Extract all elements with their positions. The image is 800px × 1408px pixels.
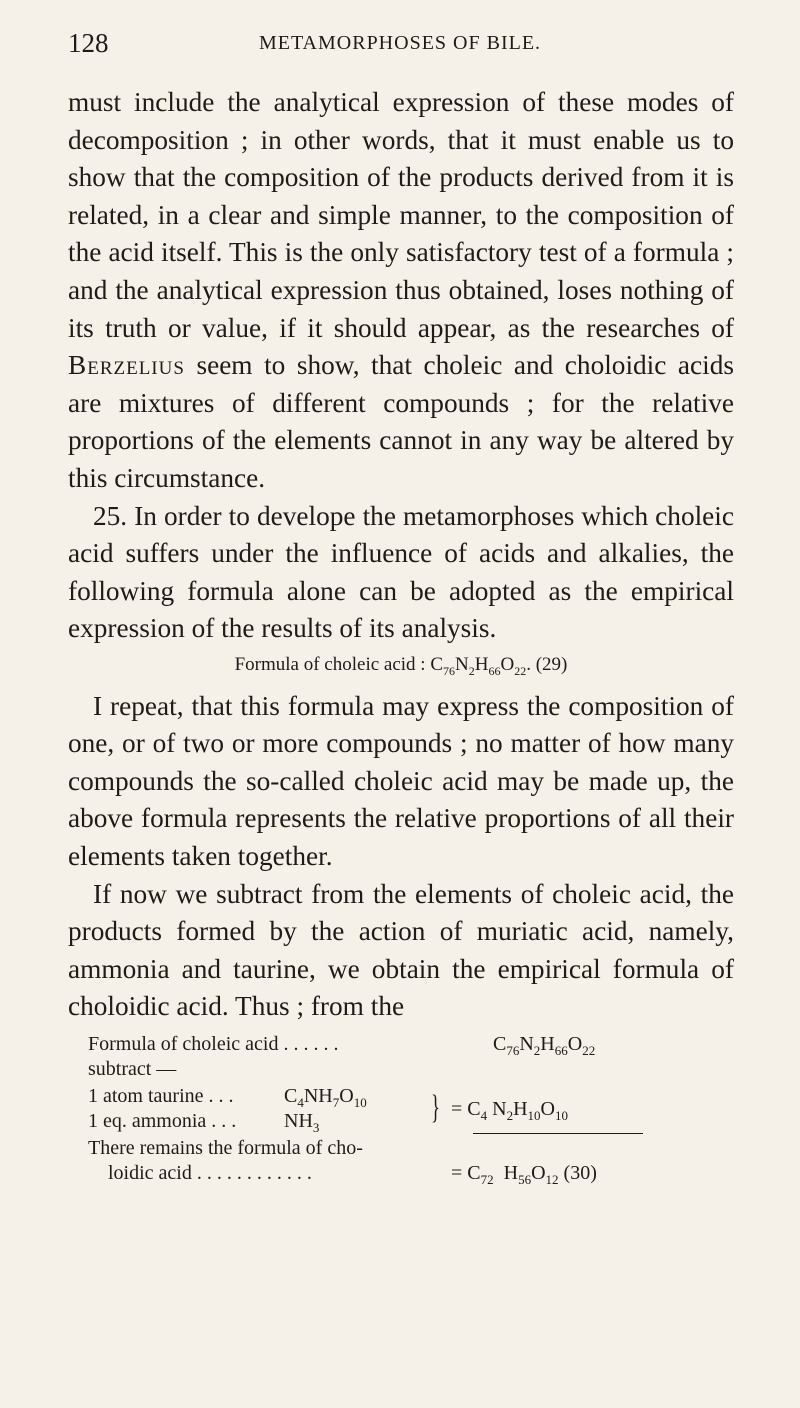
paragraph-1: must include the analytical expression of these modes of decomposition ; in other words, that it must enable us to show that the composition of the products derived from it is related, in a clear and simple manner, to the composition of the acid itself. This is the only satisfactory test of a formula ; and the analytical expression thus obtained, loses nothing of its truth or value, if it should appear, as the researches of Berzelius seem to show, that choleic and choloidic acids are mixtures of different compounds ; for the relative proportions of the elements cannot in any way be altered by this circumstance. <box>68 87 734 493</box>
paragraph-4: If now we subtract from the elements of choleic acid, the products formed by the action of muriatic acid, namely, ammonia and taurine, we obtain the empirical formula of choloidic acid. Thus ; from the <box>68 878 734 1022</box>
page-header <box>68 28 732 60</box>
table-row-label: There remains the formula of cho- <box>88 1137 363 1160</box>
formula-29: Formula of choleic acid : $C_{76}N_2H_{66}O_{22}$. (29) <box>234 653 568 678</box>
formula-table <box>68 1032 734 1282</box>
table-formula: $C_4NH_7O_{10}$ <box>284 1085 367 1111</box>
subtraction-rule <box>473 1133 643 1134</box>
table-row-label: subtract — <box>88 1058 177 1081</box>
body-text <box>68 84 734 1282</box>
table-formula: $NH_3$ <box>284 1110 320 1136</box>
paragraph-3: I repeat, that this formula may express the composition of one, or of two or more compounds ; no matter of how many compounds the so-called choleic acid may be made up, the above formula represents the relative proportions of all their elements taken together. <box>68 690 734 872</box>
running-head: METAMORPHOSES OF BILE. <box>258 32 542 54</box>
paragraph-2: 25. In order to develope the metamorphoses which choleic acid suffers under the influence of acids and alkalies, the following formula alone can be adopted as the empirical expression of the results of its analysis. <box>68 500 734 644</box>
table-formula: $C_{76}N_2H_{66}O_{22}$ <box>493 1033 596 1059</box>
table-row-label: 1 eq. ammonia . . . <box>88 1110 237 1133</box>
brace-glyph: } <box>431 1089 440 1127</box>
table-formula: = $C_4$ $N_2H_{10}O_{10}$ <box>451 1098 568 1124</box>
author-name: Berzelius <box>68 350 185 381</box>
table-row-label: 1 atom taurine . . . <box>88 1085 234 1108</box>
table-formula: = $C_{72}$ $H_{56}O_{12}$ (30) <box>451 1162 597 1188</box>
table-row-label: loidic acid . . . . . . . . . . . . <box>108 1162 312 1185</box>
page-number: 128 <box>68 28 109 58</box>
table-row-label: Formula of choleic acid . . . . . . <box>88 1033 339 1056</box>
